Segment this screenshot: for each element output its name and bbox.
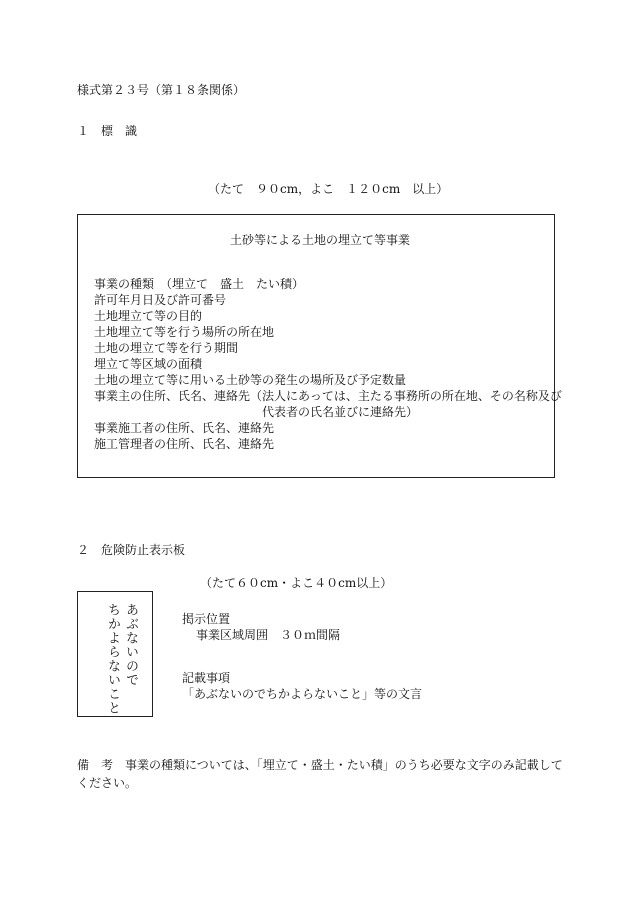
section2-size-note: （たて６０cm・よこ４０cm以上） xyxy=(200,576,393,590)
form-number: 様式第２３号（第１８条関係） xyxy=(77,83,246,97)
sign-board-title: 土砂等による土地の埋立て等事業 xyxy=(230,233,411,247)
warning-sign-text-col1: あぶないので xyxy=(123,603,138,687)
sign-item: 事業の種類 （埋立て 盛土 たい積） xyxy=(94,277,305,291)
sign-item: 事業施工者の住所、氏名、連絡先 xyxy=(94,421,275,435)
sign-item: 土地の埋立て等に用いる土砂等の発生の場所及び予定数量 xyxy=(94,373,407,387)
sign-item: 土地埋立て等を行う場所の所在地 xyxy=(94,325,275,339)
sign-item: 土地の埋立て等を行う期間 xyxy=(94,341,239,355)
content-label: 記載事項 xyxy=(182,671,231,685)
sign-item: 土地埋立て等の目的 xyxy=(94,309,203,323)
position-label: 掲示位置 xyxy=(182,612,231,626)
sign-item: 代表者の氏名並びに連絡先） xyxy=(262,405,419,419)
sign-item: 施工管理者の住所、氏名、連絡先 xyxy=(94,437,275,451)
remarks-line1: 備 考 事業の種類については、「埋立て・盛土・たい積」のうち必要な文字のみ記載して xyxy=(77,758,563,772)
sign-item: 事業主の住所、氏名、連絡先（法人にあっては、主たる事務所の所在地、その名称及び xyxy=(94,389,562,403)
section1-heading: １ 標 識 xyxy=(77,124,138,138)
position-value: 事業区域周囲 ３０ｍ間隔 xyxy=(196,628,341,642)
content-value: 「あぶないのでちかよらないこと」等の文言 xyxy=(182,687,423,701)
sign-item: 許可年月日及び許可番号 xyxy=(94,293,227,307)
section2-heading: ２ 危険防止表示板 xyxy=(77,543,186,557)
sign-item: 埋立て等区域の面積 xyxy=(94,357,203,371)
warning-sign-text-col2: ちかよらないこと xyxy=(105,603,120,715)
section1-size-note: （たて ９０cm，よこ １２０cm 以上） xyxy=(208,182,449,196)
remarks-line2: ください。 xyxy=(77,776,138,790)
